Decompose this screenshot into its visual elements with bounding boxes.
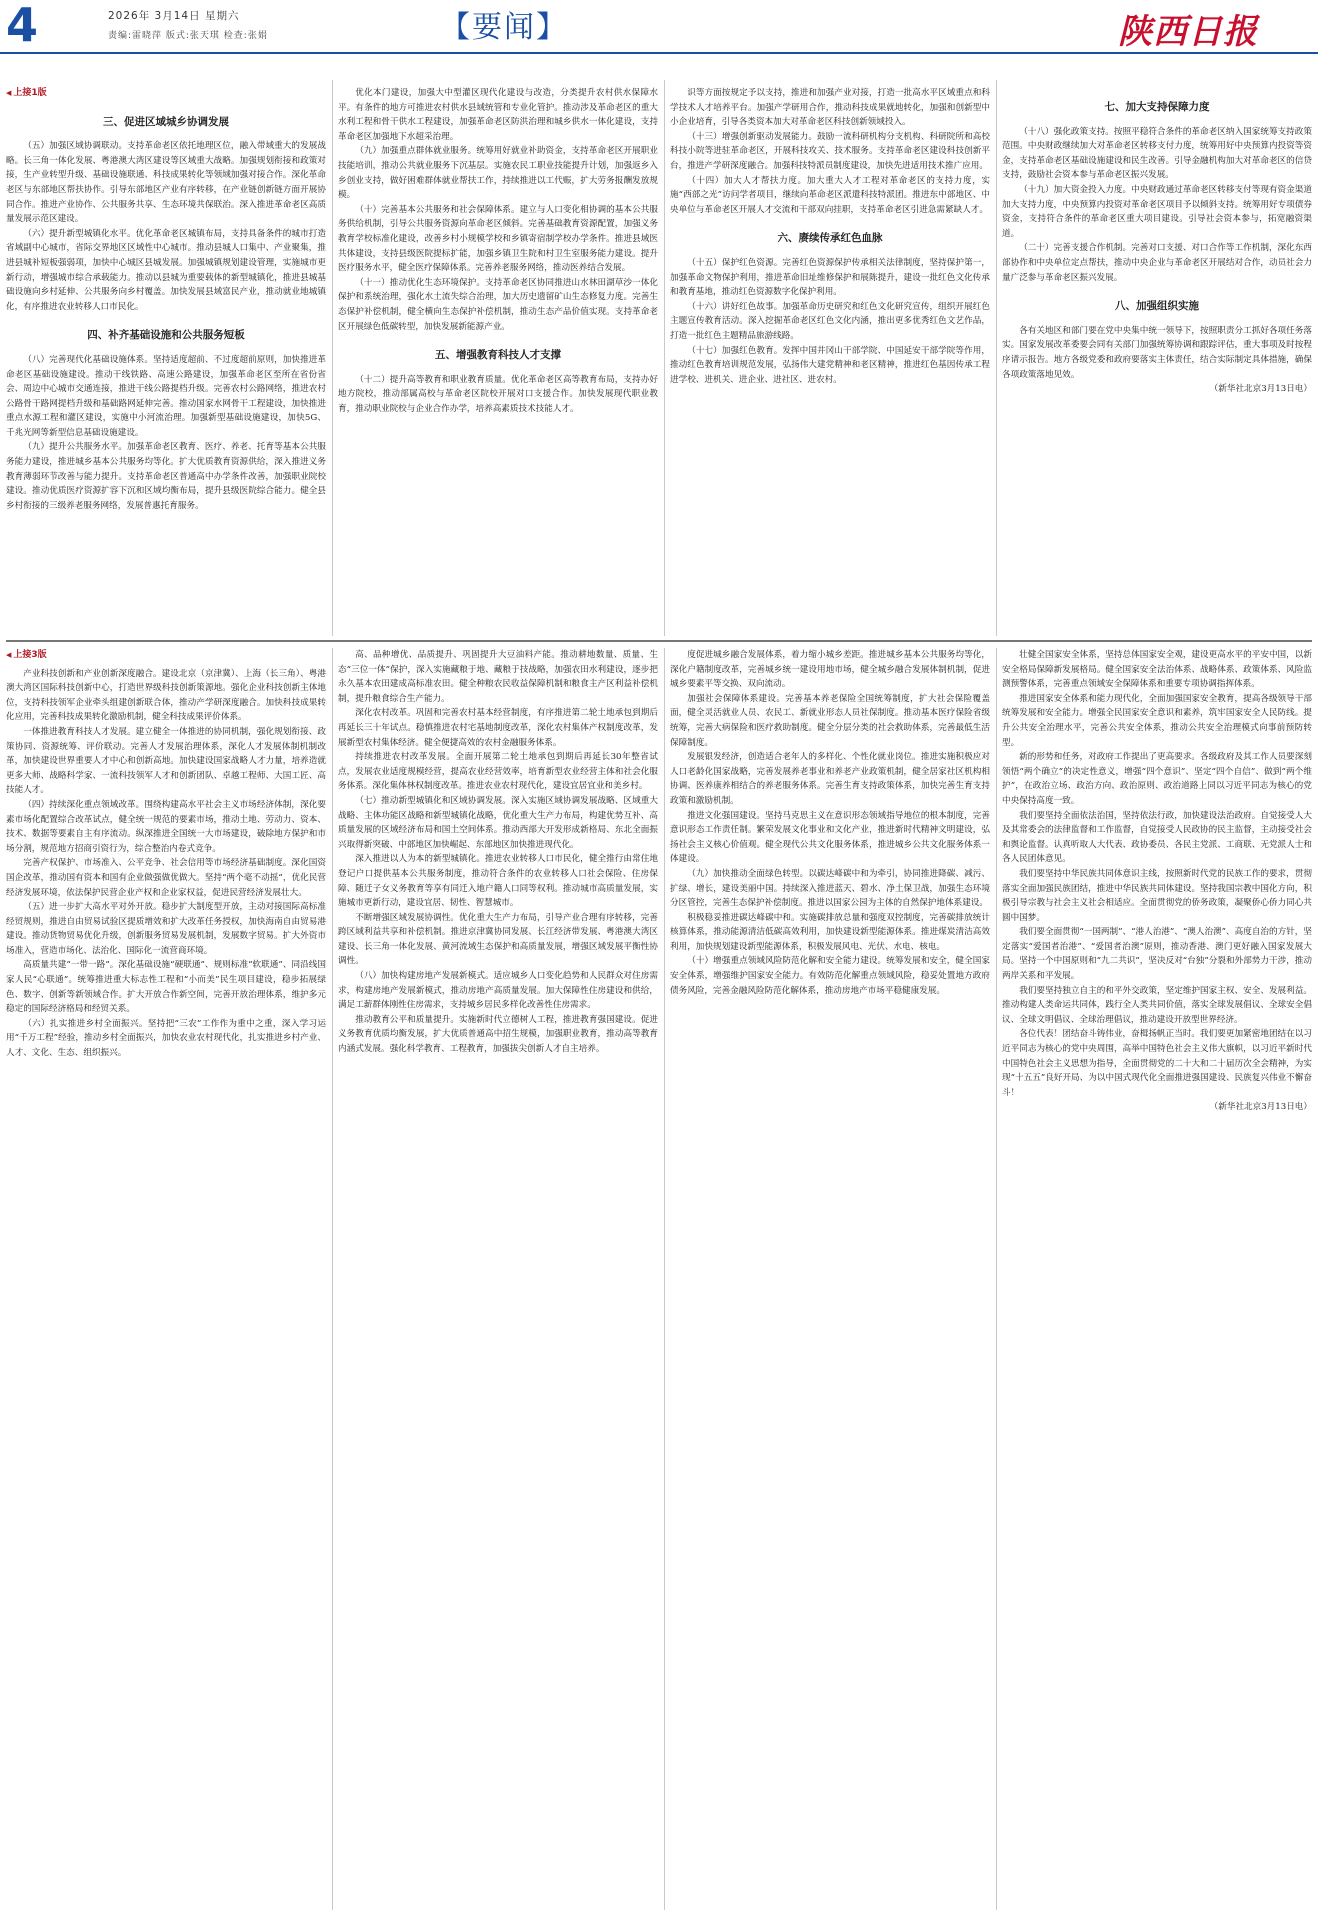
- issue-date: 2026年 3月14日 星期六: [108, 10, 240, 22]
- paragraph: 不断增强区域发展协调性。优化重大生产力布局，引导产业合理有序转移，完善跨区域利益共享和补偿机制。推进京津冀协同发展、长江经济带发展、粤港澳大湾区建设、长三角一体化发展、黄河流域生态保护和高质量发展，增强区域发展平衡性协调性。: [338, 912, 658, 967]
- paragraph: （十二）提升高等教育和职业教育质量。优化革命老区高等教育布局，支持办好地方院校，推动部属高校与革命老区院校开展对口支援合作。加快发展现代职业教育，推动职业院校与企业合作办学，培养高素质技术技能人才。: [338, 374, 658, 414]
- bottom-column-1: [6, 648, 326, 1910]
- paragraph: （十）完善基本公共服务和社会保障体系。建立与人口变化相协调的基本公共服务供给机制，引导公共服务资源向革命老区倾斜。完善基础教育资源配置，加强义务教育学校标准化建设，改善乡村小规模学校和乡镇寄宿制学校办学条件。推进县域医共体建设，支持县级医院提标扩能，加强乡镇卫生院和村卫生室服务能力建设。提升医疗服务水平，健全医疗保障体系。完善养老服务网络，推动医养结合发展。: [338, 204, 658, 274]
- column-divider: [332, 648, 333, 1910]
- section-heading: 六、赓续传承红色血脉: [777, 232, 883, 245]
- top-column-4: [1002, 86, 1312, 634]
- paragraph: （五）进一步扩大高水平对外开放。稳步扩大制度型开放，主动对接国际高标准经贸规则，推进自由贸易试验区提质增效和扩大改革任务授权，加快海南自由贸易港建设。推动货物贸易优化升级，创新服务贸易发展机制，发展数字贸易。扩大外资市场准入，营造市场化、法治化、国际化一流营商环境。: [6, 902, 326, 956]
- paragraph: 产业科技创新和产业创新深度融合。建设北京（京津冀）、上海（长三角）、粤港澳大湾区国际科技创新中心，打造世界级科技创新策源地。强化企业科技创新主体地位，支持科技领军企业牵头组建创新联合体，推动产学研深度融合。加快科技成果转化应用，完善科技成果转化激励机制，健全科技成果评价体系。: [6, 668, 326, 723]
- paragraph: 推动教育公平和质量提升。实施新时代立德树人工程，推进教育强国建设。促进义务教育优质均衡发展，扩大优质普通高中招生规模，加强职业教育，推动高等教育内涵式发展。强化科学教育、工程教育，加强拔尖创新人才自主培养。: [338, 1014, 658, 1055]
- column-divider: [996, 648, 997, 1910]
- paragraph: （九）加强重点群体就业服务。统筹用好就业补助资金，支持革命老区开展职业技能培训，推动公共就业服务下沉基层。实施农民工职业技能提升计划，加强返乡入乡创业支持，做好困难群体就业帮扶工作，持续推进以工代赈，扩大劳务报酬发放规模。: [338, 146, 658, 201]
- top-column-3: [670, 86, 990, 634]
- paragraph: 度促进城乡融合发展体系，着力缩小城乡差距。推进城乡基本公共服务均等化，深化户籍制度改革，完善城乡统一建设用地市场，健全城乡融合发展体制机制，促进城乡要素平等交换、双向流动。: [670, 650, 990, 690]
- section-heading: 八、加强组织实施: [1115, 300, 1199, 313]
- header-rule: [0, 52, 1318, 54]
- paragraph: 高质量共建“一带一路”。深化基础设施“硬联通”、规则标准“软联通”、同沿线国家人民“心联通”。统筹推进重大标志性工程和“小而美”民生项目建设，稳步拓展绿色、数字、创新等新领域合作。扩大开放合作新空间，完善开放治理体系，维护多元稳定的国际经济格局和经贸关系。: [6, 960, 326, 1015]
- paragraph: 壮健全国家安全体系，坚持总体国家安全观，建设更高水平的平安中国，以新安全格局保障新发展格局。健全国家安全法治体系、战略体系、政策体系、风险监测预警体系，完善重点领域安全保障体系和重要专项协调指挥体系。: [1002, 650, 1312, 690]
- paragraph: 我们要全面贯彻“一国两制”、“港人治港”、“澳人治澳”、高度自治的方针，坚定落实“爱国者治港”、“爱国者治澳”原则，推动香港、澳门更好融入国家发展大局。坚持一个中国原则和“九二共识”，坚决反对“台独”分裂和外部势力干涉，推动两岸关系和平发展。: [1002, 927, 1312, 982]
- paragraph: （十）增强重点领域风险防范化解和安全能力建设。统筹发展和安全，健全国家安全体系，增强维护国家安全能力。有效防范化解重点领域风险，稳妥处置地方政府债务风险，完善金融风险防范化解体系，推动房地产市场平稳健康发展。: [670, 956, 990, 996]
- paragraph: （八）加快构建房地产发展新模式。适应城乡人口变化趋势和人民群众对住房需求，构建房地产发展新模式，推动房地产高质量发展。加大保障性住房建设和供给，满足工薪群体刚性住房需求，支持城乡居民多样化改善性住房需求。: [338, 971, 658, 1011]
- paragraph: （十四）加大人才帮扶力度。加大重大人才工程对革命老区的支持力度，实施“西部之光”访问学者项目，继续向革命老区派遣科技特派团。推进东中部地区、中央单位与革命老区开展人才交流和干部双向挂职，支持革命老区引进急需紧缺人才。: [670, 175, 990, 215]
- paragraph: 我们要坚持独立自主的和平外交政策，坚定维护国家主权、安全、发展利益。推动构建人类命运共同体，践行全人类共同价值，落实全球发展倡议、全球安全倡议、全球文明倡议、全球治理倡议，推动建设开放型世界经济。: [1002, 985, 1312, 1025]
- paragraph: 深入推进以人为本的新型城镇化。推进农业转移人口市民化，健全推行由常住地登记户口提供基本公共服务制度，推动符合条件的农业转移人口社会保险、住房保障、随迁子女义务教育等享有同迁入地户籍人口同等权利。推动城市高质量发展，实施城市更新行动，建设宜居、韧性、智慧城市。: [338, 854, 658, 909]
- byline: （新华社北京3月13日电）: [1209, 384, 1312, 395]
- paragraph: 一体推进教育科技人才发展。建立健全一体推进的协同机制，强化规划衔接、政策协同、资源统筹、评价联动。完善人才发展治理体系，深化人才发展体制机制改革，加快建设世界重要人才中心和创新高地。加快建设国家战略人才力量，培养造就更多大师、战略科学家、一流科技领军人才和创新团队、卓越工程师、大国工匠、高技能人才。: [6, 726, 326, 796]
- paragraph: 各位代表！团结奋斗铸伟业，奋楫扬帆正当时。我们要更加紧密地团结在以习近平同志为核心的党中央周围，高举中国特色社会主义伟大旗帜，以习近平新时代中国特色社会主义思想为指导，全面贯彻党的二十大和二十届历次全会精神，为实现“十五五”良好开局、为以中国式现代化全面推进强国建设、民族复兴伟业不懈奋斗！: [1002, 1029, 1312, 1098]
- paragraph: （十六）讲好红色故事。加强革命历史研究和红色文化研究宣传，组织开展红色主题宣传教育活动。深入挖掘革命老区红色文化内涵，推出更多优秀红色文艺作品，打造一批红色主题精品旅游线路。: [670, 301, 990, 341]
- paragraph: 识等方面按规定予以支持，推进和加强产业对接，打造一批高水平区域重点和科学技术人才培养平台。加强产学研用合作，推动科技成果就地转化，加强和创新型中小企业培育，引导各类资本加大对革命老区科技创新领域投入。: [670, 88, 990, 128]
- paragraph: 推进文化强国建设。坚持马克思主义在意识形态领域指导地位的根本制度，完善意识形态工作责任制。繁荣发展文化事业和文化产业，推进新时代精神文明建设，弘扬社会主义核心价值观。健全现代公共文化服务体系，推进城乡公共文化服务体系一体建设。: [670, 810, 990, 865]
- paragraph: （六）扎实推进乡村全面振兴。坚持把“三农”工作作为重中之重，深入学习运用“千万工程”经验，推动乡村全面振兴，加快农业农村现代化，扎实推进乡村产业、人才、文化、生态、组织振兴。: [6, 1018, 326, 1059]
- bottom-column-2: [338, 648, 658, 1910]
- paragraph: 各有关地区和部门要在党中央集中统一领导下，按照职责分工抓好各项任务落实。国家发展改革委要会同有关部门加强统筹协调和跟踪评估，重大事项及时按程序请示报告。地方各级党委和政府要落实主体责任，结合实际制定具体措施，确保各项政策落地见效。: [1002, 325, 1312, 380]
- paragraph: （五）加强区域协调联动。支持革命老区依托地理区位，融入带域重大的发展战略。长三角一体化发展、粤港澳大湾区建设等区域重大战略。加强规划衔接和政策对接，生产业转型升级、基础设施联通、科技成果转化等领域加强对接合作。深化革命老区与东部地区帮扶协作。引导东部地区产业有序转移，在产业链创新链方面开展协同合作。推进产业协作、公共服务共享、生态环境共保联治。深入推进革命老区高质量发展示范区建设。: [6, 141, 326, 225]
- column-divider: [332, 80, 333, 636]
- paragraph: 新的形势和任务，对政府工作提出了更高要求。各级政府及其工作人员要深刻领悟“两个确立”的决定性意义，增强“四个意识”、坚定“四个自信”、做到“两个维护”，在政治立场、政治方向、政治原则、政治道路上同以习近平同志为核心的党中央保持高度一致。: [1002, 752, 1312, 806]
- paragraph: 加强社会保障体系建设。完善基本养老保险全国统筹制度，扩大社会保险覆盖面，健全灵活就业人员、农民工、新就业形态人员社保制度。推动基本医疗保险省级统筹，完善大病保险和医疗救助制度。健全分层分类的社会救助体系，完善最低生活保障制度。: [670, 693, 990, 748]
- section-heading: 五、增强教育科技人才支撑: [435, 349, 561, 362]
- byline: （新华社北京3月13日电）: [1209, 1102, 1312, 1113]
- paragraph: 我们要坚持中华民族共同体意识主线，按照新时代党的民族工作的要求，贯彻落实全面加强民族团结，推进中华民族共同体建设。坚持我国宗教中国化方向，积极引导宗教与社会主义社会相适应。全面贯彻党的侨务政策，凝聚侨心侨力同心共圆中国梦。: [1002, 868, 1312, 923]
- paragraph: （九）加快推动全面绿色转型。以碳达峰碳中和为牵引，协同推进降碳、减污、扩绿、增长，建设美丽中国。持续深入推进蓝天、碧水、净土保卫战，加强生态环境分区管控，完善生态保护补偿制度。推进以国家公园为主体的自然保护地体系建设。: [670, 868, 990, 909]
- top-column-1: [6, 86, 326, 634]
- paragraph: （十七）加强红色教育。发挥中国井冈山干部学院、中国延安干部学院等作用，推动红色教育培训规范发展，弘扬伟大建党精神和老区精神，推进红色基因传承工程进学校、进机关、进企业、进社区、进农村。: [670, 345, 990, 385]
- paragraph: 完善产权保护、市场准入、公平竞争、社会信用等市场经济基础制度。深化国资国企改革，推动国有资本和国有企业做强做优做大。坚持“两个毫不动摇”，优化民营经济发展环境，依法保护民营企业产权和企业家权益，促进民营经济发展壮大。: [6, 858, 326, 898]
- paragraph: 深化农村改革。巩固和完善农村基本经营制度，有序推进第二轮土地承包到期后再延长三十年试点。稳慎推进农村宅基地制度改革，深化农村集体产权制度改革，发展新型农村集体经济。健全便捷高效的农村金融服务体系。: [338, 708, 658, 748]
- paragraph: 优化本门建设，加强大中型灌区现代化建设与改造，分类提升农村供水保障水平。有条件的地方可推进农村供水县域统管和专业化管护。推动涉及革命老区的重大水利工程和骨干供水工程建设，加强革命老区防洪治理和城乡供水一体化建设，支持革命老区加强地下水超采治理。: [338, 88, 658, 142]
- paragraph: （二十）完善支援合作机制。完善对口支援、对口合作等工作机制，深化东西部协作和中央单位定点帮扶，推动中央企业与革命老区开展结对合作，动员社会力量广泛参与革命老区振兴发展。: [1002, 243, 1312, 283]
- section-title: 【要闻】: [440, 10, 568, 45]
- bottom-column-4: [1002, 648, 1312, 1910]
- paragraph: 积极稳妥推进碳达峰碳中和。实施碳排放总量和强度双控制度，完善碳排放统计核算体系，推动能源清洁低碳高效利用，加快建设新型能源体系。推进煤炭清洁高效利用，加快规划建设新型能源体系，积极发展风电、光伏、水电、核电。: [670, 912, 990, 952]
- paragraph: （四）持续深化重点领域改革。围绕构建高水平社会主义市场经济体制，深化要素市场化配置综合改革试点，健全统一规范的要素市场，推动土地、劳动力、资本、技术、数据等要素自主有序流动。纵深推进全国统一大市场建设，破除地方保护和市场分割，规范地方招商引资行为，综合整治内卷式竞争。: [6, 799, 326, 854]
- section-heading: 三、促进区域城乡协调发展: [103, 115, 229, 128]
- column-divider: [664, 80, 665, 636]
- top-column-2: [338, 86, 658, 634]
- page-header: [0, 0, 1318, 50]
- jump-marker: ◀ 上接1版: [6, 86, 326, 101]
- paragraph: （九）提升公共服务水平。加强革命老区教育、医疗、养老、托育等基本公共服务能力建设，推进城乡基本公共服务均等化。扩大优质教育资源供给，深入推进义务教育薄弱环节改善与能力提升。支持革命老区普通高中办学条件改善，加强职业院校建设。推动优质医疗资源扩容下沉和区域均衡布局，提升县级医院综合能力。健全县乡村衔接的三级养老服务网络，发展普惠托育服务。: [6, 442, 326, 511]
- paragraph: 高、品种增优、品质提升、巩固提升大豆油料产能。推动耕地数量、质量、生态“三位一体”保护，深入实施藏粮于地、藏粮于技战略，加强农田水利建设，逐步把永久基本农田建成高标准农田。健全种粮农民收益保障机制和粮食主产区利益补偿机制，提升粮食综合生产能力。: [338, 650, 658, 704]
- paragraph: （七）推动新型城镇化和区域协调发展。深入实施区域协调发展战略、区域重大战略、主体功能区战略和新型城镇化战略，优化重大生产力布局，构建优势互补、高质量发展的区域经济布局和国土空间体系。推动西部大开发形成新格局、东北全面振兴取得新突破、中部地区加快崛起、东部地区加快推进现代化。: [338, 795, 658, 850]
- paragraph: 发展银发经济，创造适合老年人的多样化、个性化就业岗位。推进实施积极应对人口老龄化国家战略，完善发展养老事业和养老产业政策机制，健全居家社区机构相协调、医养康养相结合的养老服务体系。完善生育支持政策体系，加快完善生育支持政策和激励机制。: [670, 752, 990, 806]
- paragraph: （八）完善现代化基础设施体系。坚持适度超前、不过度超前原则，加快推进革命老区基础设施建设。推动干线铁路、高速公路建设，加强革命老区至所在省份省会、周边中心城市交通连接，推进干线公路提档升级。完善农村公路网络，推进农村公路骨干路网提档升级和基础路网延伸完善。推动国家水网骨干工程建设，加快推进重点水源工程和灌区建设，实施中小河流治理。加强新型基础设施建设，加快5G、千兆光网等新型信息基础设施建设。: [6, 354, 326, 438]
- paragraph: （十三）增强创新驱动发展能力。鼓励一流科研机构分支机构、科研院所和高校科技小院等进驻革命老区，开展科技攻关、技术服务。支持革命老区建设科技创新平台，推进产学研深度融合。加强科技特派员制度建设，加快先进适用技术推广应用。: [670, 131, 990, 171]
- newspaper-logo: 陕西日报: [1118, 12, 1258, 52]
- page-number: 4: [6, 0, 39, 52]
- paragraph: （六）提升新型城镇化水平。优化革命老区城镇布局，支持具备条件的城市打造省域副中心城市，省际交界地区区域性中心城市。推动县城人口集中、产业聚集，推进县城补短板强弱项，加快中心城区县城发展。加强城镇规划建设管理，实施城市更新行动，增强城市综合承载能力。推动以县城为重要载体的新型城镇化，推进县城基础设施向乡村延伸、公共服务向乡村覆盖。加快发展县域富民产业，推动就业地城镇化，有序推进农业转移人口市民化。: [6, 228, 326, 312]
- section-heading: 四、补齐基础设施和公共服务短板: [87, 329, 245, 342]
- paragraph: 推进国家安全体系和能力现代化，全面加强国家安全教育，提高各级领导干部统筹发展和安全能力。增强全民国家安全意识和素养，筑牢国家安全人民防线。提升公共安全治理水平，完善公共安全体系，推动公共安全治理模式向事前预防转型。: [1002, 693, 1312, 748]
- paragraph: （十八）强化政策支持。按照平稳符合条件的革命老区纳入国家统筹支持政策范围。中央财政继续加大对革命老区转移支付力度，统筹用好中央预算内投资等资金，支持革命老区基础设施建设和民生改善。引导金融机构加大对革命老区的信贷支持，鼓励社会资本参与革命老区振兴发展。: [1002, 126, 1312, 181]
- paragraph: （十一）推动优化生态环境保护。支持革命老区协同推进山水林田湖草沙一体化保护和系统治理，强化水土流失综合治理，加大历史遗留矿山生态修复力度。完善生态保护补偿机制，健全横向生态保护补偿机制，推动生态产品价值实现。支持革命老区开展绿色低碳转型，加快发展新能源产业。: [338, 277, 658, 332]
- bottom-column-3: [670, 648, 990, 1910]
- column-divider: [996, 80, 997, 636]
- paragraph: （十五）保护红色资源。完善红色资源保护传承相关法律制度，坚持保护第一，加强革命文物保护利用，推进革命旧址维修保护和展陈提升，建设一批红色文化传承和教育基地，推动红色资源数字化保护利用。: [670, 257, 990, 298]
- section-heading: 七、加大支持保障力度: [1104, 101, 1210, 113]
- paragraph: （十九）加大资金投入力度。中央财政通过革命老区转移支付等现有资金渠道加大支持力度，中央预算内投资对革命老区项目予以倾斜支持。统筹用好专项债券资金，支持符合条件的革命老区重大项目建设。引导社会资本参与，拓宽融资渠道。: [1002, 184, 1312, 239]
- editor-credits: 责编:雷晓萍 版式:张天琪 检查:张娟: [108, 31, 268, 41]
- paragraph: 持续推进农村改革发展。全面开展第二轮土地承包到期后再延长30年整省试点，发展农业适度规模经营，提高农业经营效率，培育新型农业经营主体和社会化服务体系。深化集体林权制度改革。推进农业农村现代化，建设宜居宜业和美乡村。: [338, 752, 658, 792]
- article-divider: [6, 640, 1312, 642]
- jump-marker: ◀ 上接3版: [6, 648, 326, 663]
- column-divider: [664, 648, 665, 1910]
- paragraph: 我们要坚持全面依法治国，坚持依法行政，加快建设法治政府。自觉接受人大及其常委会的法律监督和工作监督，自觉接受人民政协的民主监督，主动接受社会和舆论监督。认真听取人大代表、政协委员、各民主党派、工商联、无党派人士和各人民团体意见。: [1002, 810, 1312, 865]
